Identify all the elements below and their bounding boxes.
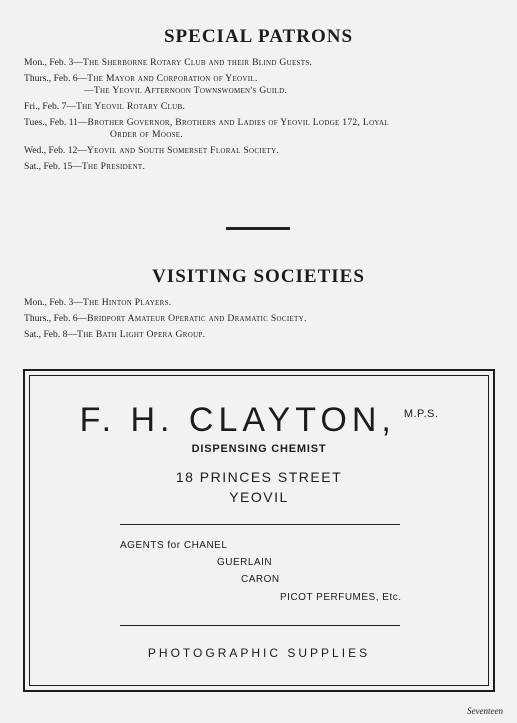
agent-line: PICOT PERFUMES, Etc. bbox=[280, 592, 402, 603]
business-name-text: F. H. CLAYTON, bbox=[79, 401, 396, 439]
chemist-advertisement bbox=[23, 369, 495, 692]
entry-text: The Yeovil Rotary Club. bbox=[75, 101, 186, 112]
business-subtitle: DISPENSING CHEMIST bbox=[191, 443, 327, 455]
entry-date: Thurs., Feb. 6— bbox=[24, 313, 88, 324]
business-town: YEOVIL bbox=[229, 489, 289, 505]
patron-entry bbox=[24, 101, 499, 113]
entry-date: Fri., Feb. 7— bbox=[24, 101, 76, 112]
entry-date: Sat., Feb. 15— bbox=[24, 161, 82, 172]
patron-entry bbox=[24, 161, 499, 173]
special-patrons-title: SPECIAL PATRONS bbox=[163, 26, 354, 47]
entry-text: The Hinton Players. bbox=[82, 297, 172, 308]
patron-entry bbox=[24, 73, 499, 97]
patron-entry bbox=[24, 117, 499, 141]
visiting-societies-list bbox=[24, 297, 499, 345]
entry-date: Mon., Feb. 3— bbox=[24, 297, 83, 308]
entry-text: The Bath Light Opera Group. bbox=[77, 329, 206, 340]
entry-date: Sat., Feb. 8— bbox=[24, 329, 78, 340]
agent-line: CARON bbox=[241, 574, 280, 585]
entry-text: Brother Governor, Brothers and Ladies of Yeovil Lodge 172, Loyal bbox=[87, 117, 389, 128]
entry-date: Wed., Feb. 12— bbox=[24, 145, 87, 156]
ad-rule bbox=[120, 625, 400, 626]
entry-text: The President. bbox=[81, 161, 146, 172]
entry-text: The Mayor and Corporation of Yeovil. bbox=[87, 73, 258, 84]
business-street: 18 PRINCES STREET bbox=[175, 469, 343, 485]
agent-line: GUERLAIN bbox=[217, 557, 273, 568]
agent-line: AGENTS for CHANEL bbox=[120, 540, 228, 551]
society-entry bbox=[24, 297, 499, 309]
visiting-societies-title: VISITING SOCIETIES bbox=[152, 266, 365, 287]
patron-entry bbox=[24, 57, 499, 69]
entry-date: Tues., Feb. 11— bbox=[24, 117, 88, 128]
ad-footer: PHOTOGRAPHIC SUPPLIES bbox=[147, 646, 371, 660]
society-entry bbox=[24, 313, 499, 325]
special-patrons-list bbox=[24, 57, 499, 177]
society-entry bbox=[24, 329, 499, 341]
section-divider bbox=[226, 227, 290, 230]
patron-entry bbox=[24, 145, 499, 157]
entry-continuation: —The Yeovil Afternoon Townswomen's Guild. bbox=[84, 85, 288, 96]
entry-date: Mon., Feb. 3— bbox=[24, 57, 83, 68]
entry-continuation: Order of Moose. bbox=[110, 129, 184, 140]
entry-date: Thurs., Feb. 6— bbox=[24, 73, 88, 84]
entry-text: The Sherborne Rotary Club and their Blind Guests. bbox=[82, 57, 313, 68]
ad-rule bbox=[120, 524, 400, 525]
page-number: Seventeen bbox=[467, 706, 503, 716]
entry-text: Yeovil and South Somerset Floral Society. bbox=[86, 145, 280, 156]
entry-text: Bridport Amateur Operatic and Dramatic Society. bbox=[87, 313, 307, 324]
business-name bbox=[25, 401, 493, 440]
qualification: M.P.S. bbox=[403, 408, 439, 420]
